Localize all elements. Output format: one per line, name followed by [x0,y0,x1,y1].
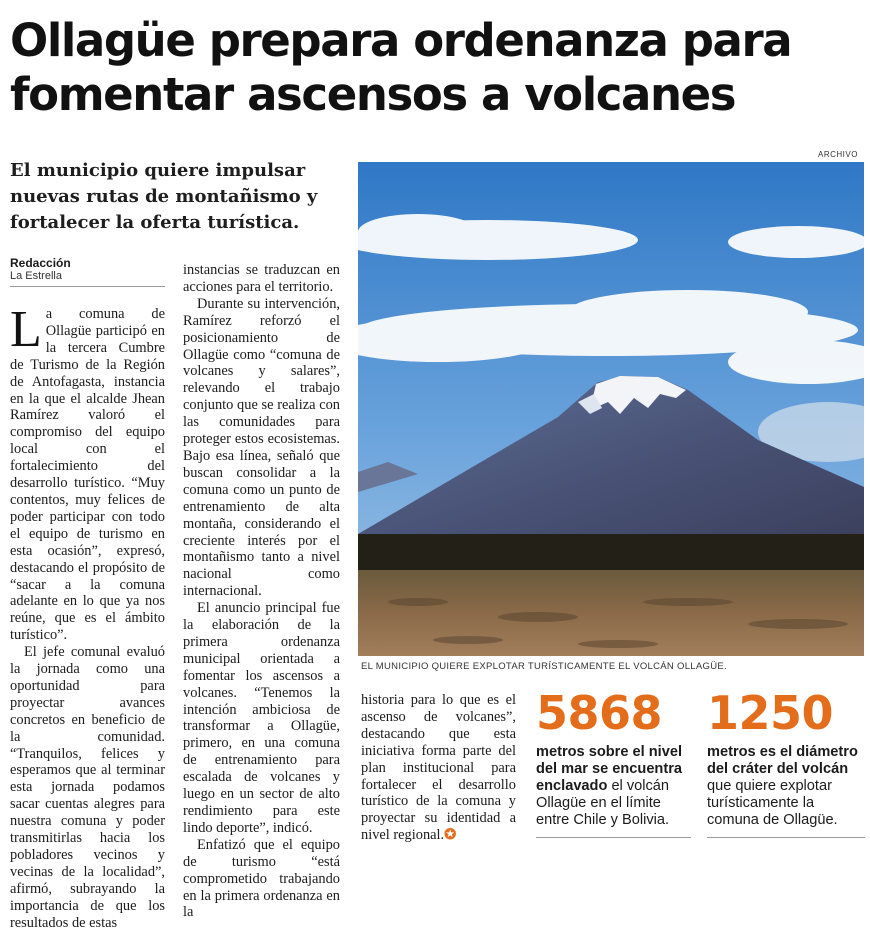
fact-text-bold: metros es el diámetro del cráter del volcán [707,744,858,777]
fact-text [536,744,691,829]
photo-caption: EL MUNICIPIO QUIERE EXPLOTAR TURÍSTICAMENTE EL VOLCÁN OLLAGÜE. [361,661,727,672]
byline-name: Redacción [10,256,71,270]
drop-cap: L [10,301,42,358]
paragraph: instancias se traduzcan en acciones para el territorio. [183,262,340,295]
paragraph: Durante su intervención, Ramírez reforzó el posicionamiento de Ollagüe como “comuna de volcanes y salares”, relevando el trabajo conjunto que se realiza con las comunidades para proteger estos ecosistemas. Bajo esa línea, señaló que buscan consolidar a la comuna como un punto de entrenamiento de alta montaña, considerando el creciente interés por el montañismo tanto a nivel nacional como internacional. [183,295,340,600]
fact-box-altitude [536,688,691,838]
fact-text-rest: el volcán Ollagüe en el límite entre Chile y Bolivia. [536,778,670,828]
paragraph: El anuncio principal fue la elaboración de la primera ordenanza municipal orientada a fomentar los ascensos a volcanes. “Tenemos la intención ambiciosa de transformar a Ollagüe, primero, en una comuna de entrenamiento para escalada de volcanes y luego en un sector de alto rendimiento para este lindo deporte”, indicó. [183,600,340,836]
fact-text [707,744,865,829]
photo-credit: ARCHIVO [818,150,858,159]
paragraph: a comuna de Ollagüe participó en la tercera Cumbre de Turismo de la Región de Antofagasta, instancia en la que el alcalde Jhean Ramírez valoró el compromiso del equipo local con el fortalecimiento del desarrollo turístico. “Muy contentos, muy felices de poder participar con todo el equipo de turismo en esta ocasión”, expresó, destacando el propósito de “sacar a la comuna adelante en lo que ya nos reúne, que es el ámbito turístico”. [10,306,165,644]
fact-number: 5868 [536,686,663,740]
fact-divider [536,837,691,838]
fact-text-rest: que quiere explotar turísticamente la comuna de Ollagüe. [707,778,838,828]
paragraph: Enfatizó que el equipo de turismo “está comprometido trabajando en la primera ordenanza en la [183,836,340,921]
fact-box-crater [707,688,865,838]
volcano-illustration [358,162,864,656]
fact-number: 1250 [707,686,834,740]
article-column-2 [183,262,340,921]
article-column-1 [10,301,165,932]
byline [10,256,165,287]
fact-divider [707,837,865,838]
subheadline: El municipio quiere impulsar nuevas rutas de montañismo y fortalecer la oferta turística. [10,160,318,233]
paragraph-text: historia para lo que es el ascenso de volcanes”, destacando que esta iniciativa forma parte del plan institucional para fortalecer el desarrollo turístico de la comuna y proyectar su identidad a nivel regional. [361,692,516,844]
paragraph: El jefe comunal evaluó la jornada como una oportunidad para proyectar avances concretos en beneficio de la comunidad. “Tranquilos, felices y esperamos que al terminar esta jornada podamos sacar cuentas alegres para nuestra comuna y poder transmitirlas hacia los pobladores vecinos y vecinas de la localidad”, afirmó, subrayando la importancia de que los resultados de estas [10,644,165,931]
article-column-3 [361,692,516,844]
paragraph [361,692,516,844]
headline: Ollagüe prepara ordenanza para fomentar ascensos a volcanes [10,14,792,121]
byline-org: La Estrella [10,270,62,282]
fact-text-bold: metros sobre el nivel del mar se encuentra enclavado [536,744,683,794]
volcano-photo [358,162,864,656]
end-mark-icon: ✪ [444,827,457,844]
